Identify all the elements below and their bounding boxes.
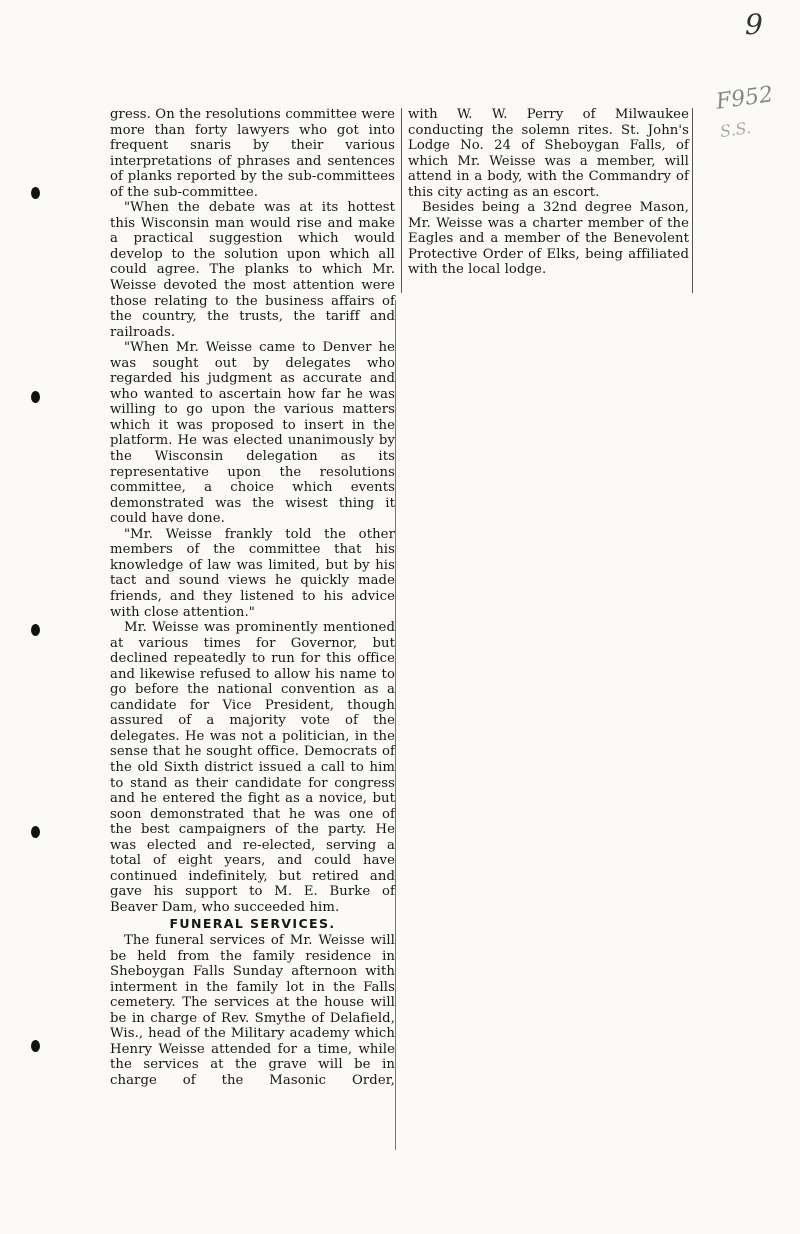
archive-stamp: F952 bbox=[714, 82, 775, 115]
page-number: 9 bbox=[745, 8, 763, 41]
column-rule-right bbox=[692, 108, 693, 293]
column-rule-lower bbox=[395, 300, 396, 1150]
funeral-paragraph: The funeral services of Mr. Weisse will be held from the family residence in Sheboygan Falls Sunday afternoon with interment in the family lot in the Falls cemetery. The services at the house will be in charge of Rev. Smythe of Delafield, Wis., head of the Military academy which Henry Weisse attended for a time, while the services at the grave will be in charge of the Masonic Order, bbox=[110, 932, 395, 1088]
binder-hole-2 bbox=[31, 391, 40, 403]
left-paragraph-3: "When Mr. Weisse came to Denver he was sought out by delegates who regarded his judgment as accurate and who wanted to ascertain how far he was willing to go upon the various matters which it was proposed to insert in the platform. He was elected unanimously by the Wisconsin delegation as its representative upon the resolutions committee, a choice which events demonstrated was the wisest thing it could have done. bbox=[110, 340, 395, 527]
right-paragraph-2: Besides being a 32nd degree Mason, Mr. Weisse was a charter member of the Eagles and a member of the Benevolent Protective Order of Elks, being affiliated with the local lodge. bbox=[408, 200, 689, 278]
column-rule-left bbox=[401, 108, 402, 293]
right-paragraph-1: with W. W. Perry of Milwaukee conducting the solemn rites. St. John's Lodge No. 24 of Sheboygan Falls, of which Mr. Weisse was a member, will attend in a body, with the Commandry of this city acting as an escort. bbox=[408, 107, 689, 200]
binder-hole-4 bbox=[31, 826, 40, 838]
funeral-services-subheading: FUNERAL SERVICES. bbox=[169, 916, 336, 932]
left-column bbox=[110, 107, 395, 1088]
binder-hole-3 bbox=[31, 624, 40, 636]
binder-hole-1 bbox=[31, 187, 40, 199]
archive-stamp-sub: S.S. bbox=[718, 117, 753, 142]
left-paragraph-4: "Mr. Weisse frankly told the other members of the committee that his knowledge of law was limited, but by his tact and sound views he quickly made friends, and they listened to his advice with close attention." bbox=[110, 526, 395, 620]
left-paragraph-2: "When the debate was at its hottest this Wisconsin man would rise and make a practical suggestion which would develop to the solution upon which all could agree. The planks to which Mr. Weisse devoted the most attention were those relating to the business affairs of the country, the trusts, the tariff and railroads. bbox=[110, 200, 395, 340]
left-paragraph-5: Mr. Weisse was prominently mentioned at various times for Governor, but declined repeatedly to run for this office and likewise refused to allow his name to go before the national convention as a candidate for Vice President, though assured of a majority vote of the delegates. He was not a politician, in the sense that he sought office. Democrats of the old Sixth district issued a call to him to stand as their candidate for congress and he entered the fight as a novice, but soon demonstrated that he was one of the best campaigners of the party. He was elected and re-elected, serving a total of eight years, and could have continued indefinitely, but retired and gave his support to M. E. Burke of Beaver Dam, who succeeded him. bbox=[110, 620, 395, 915]
left-paragraph-1: gress. On the resolutions committee were more than forty lawyers who got into frequent snaris by their various interpretations of phrases and sentences of planks reported by the sub-committees of the sub-committee. bbox=[110, 107, 395, 200]
right-column bbox=[408, 107, 689, 278]
binder-hole-5 bbox=[31, 1040, 40, 1052]
